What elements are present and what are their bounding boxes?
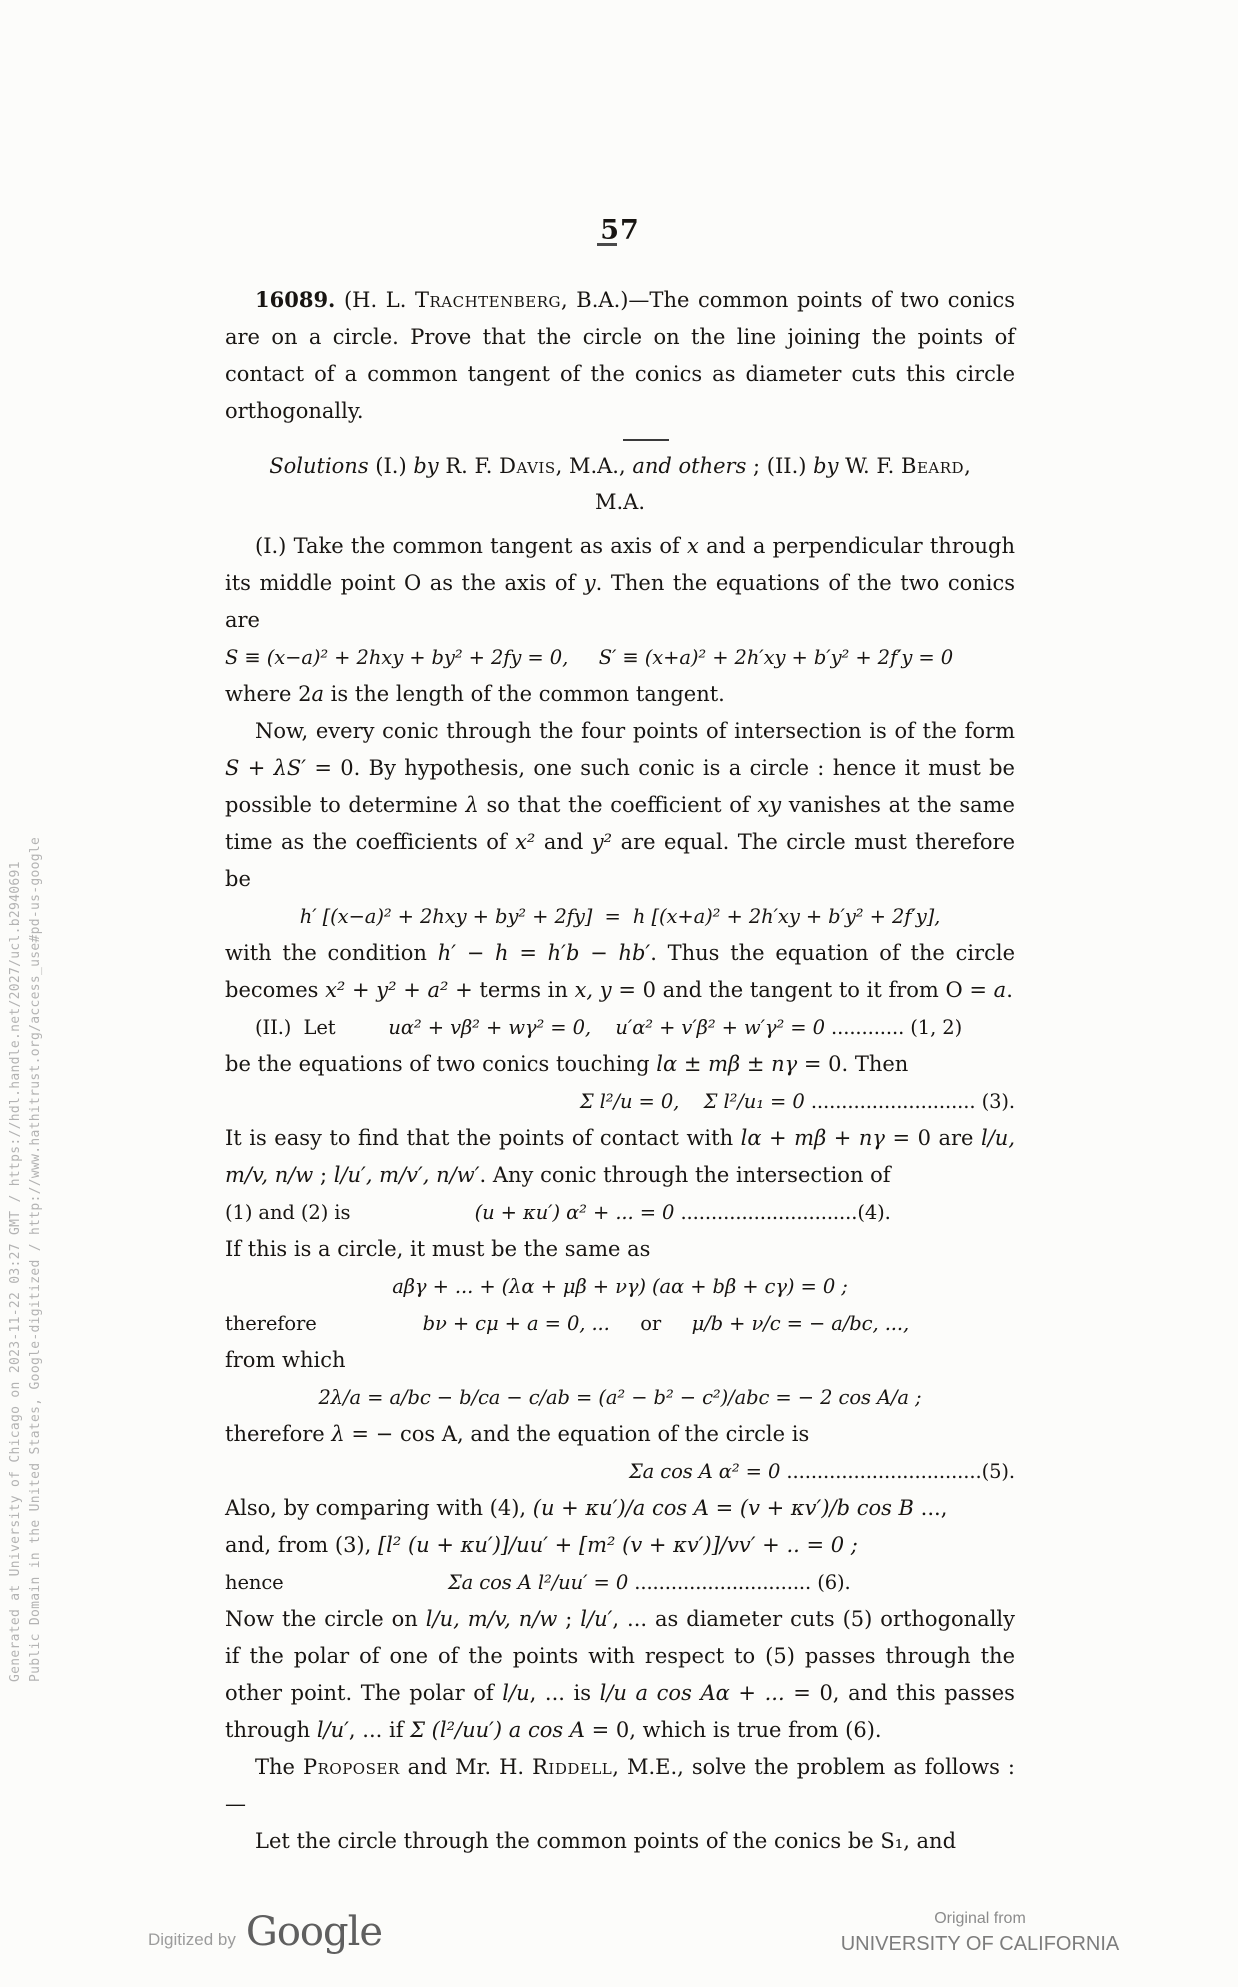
text-para: The Proposer and Mr. H. Riddell, M.E., solve the problem as follows :—: [225, 1755, 1015, 1816]
text-para: Now the circle on l/u, m/v, n/w ; l/u′, ... as diameter cuts (5) orthogonally if the polar of one of the points with respect to (5) passes through the other point. The polar of l/u, ... is l/u a cos Aα + ... = 0, and this passes through l/u′, ... if Σ (l²/uu′) a cos A = 0, which is true from (6).: [225, 1607, 1015, 1742]
equation-body: Σa cos A l²/uu′ = 0 ............................. (6).: [447, 1571, 851, 1594]
equation-3: Σ l²/u = 0, Σ l²/u₁ = 0 ........................... (3).: [579, 1090, 1015, 1113]
footer-digitized: [148, 1909, 383, 1955]
equation-label: hence: [225, 1571, 284, 1594]
google-logo: Google: [245, 1909, 383, 1955]
section-rule: [623, 439, 669, 441]
footer-provenance: [790, 1910, 1170, 1956]
digitized-by-label: Digitized by: [148, 1930, 236, 1949]
sidebar-watermark-line-2: Public Domain in the United States, Google-digitized / http://www.hathitrust.org/access_use#pd-us-google: [28, 836, 43, 1682]
sidebar-watermark-line-1: Generated at University of Chicago on 2023-11-22 03:27 GMT / https://hdl.handle.net/2027/ucl.b2940691: [8, 861, 23, 1682]
equation-conics: S ≡ (x−a)² + 2hxy + by² + 2fy = 0, S′ ≡ (x+a)² + 2h′xy + b′y² + 2f′y = 0: [225, 646, 954, 669]
equation-body: (u + κu′) α² + ... = 0 .............................(4).: [474, 1201, 891, 1224]
equation-4: [225, 1194, 1015, 1231]
equation-label: (1) and (2) is: [225, 1201, 351, 1224]
text-para: (I.) Take the common tangent as axis of x and a perpendicular through its middle point O as the axis of y. Then the equations of the two conics are: [225, 534, 1016, 632]
text-para: be the equations of two conics touching lα ± mβ ± nγ = 0. Then: [225, 1052, 909, 1076]
text-para: from which: [225, 1348, 346, 1372]
equation-1-2: [225, 1009, 1015, 1046]
equation-therefore: [225, 1305, 1015, 1342]
page-number: 57: [600, 215, 640, 246]
text-para: and, from (3), [l² (u + κu′)]/uu′ + [m² (v + κv′)]/vv′ + .. = 0 ;: [225, 1533, 858, 1557]
equation-label: (II.) Let: [255, 1016, 336, 1039]
text-para: It is easy to find that the points of contact with lα + mβ + nγ = 0 are l/u, m/v, n/w ; l/u′, m/v′, n/w′. Any conic through the intersection of: [225, 1126, 1015, 1187]
equation-body: bν + cμ + a = 0, ... or μ/b + ν/c = − a/bc, ...,: [422, 1312, 910, 1335]
equation-lambda: 2λ/a = a/bc − b/ca − c/ab = (a² − b² − c²)/abc = − 2 cos A/a ;: [318, 1386, 922, 1409]
solutions-heading: Solutions (I.) by R. F. Davis, M.A., and others ; (II.) by W. F. Beard,: [269, 454, 971, 478]
text-para: Now, every conic through the four points of intersection is of the form S + λS′ = 0. By hypothesis, one such conic is a circle : hence it must be possible to determine λ so that the coefficient of xy vanishes at the same time as the coefficients of x² and y² are equal. The circle must therefore be: [225, 719, 1016, 891]
text-para: If this is a circle, it must be the same as: [225, 1237, 651, 1261]
page-content: [225, 212, 1015, 1860]
equation-5: Σa cos A α² = 0 ................................(5).: [628, 1460, 1015, 1483]
text-para: therefore λ = − cos A, and the equation of the circle is: [225, 1422, 810, 1446]
text-para: Let the circle through the common points of the conics be S₁, and: [255, 1829, 957, 1853]
text-para: with the condition h′ − h = h′b − hb′. Thus the equation of the circle becomes x² + y² + a² + terms in x, y = 0 and the tangent to it from O = a.: [225, 941, 1016, 1002]
text-para: Also, by comparing with (4), (u + κu′)/a cos A = (v + κv′)/b cos B ...,: [225, 1496, 948, 1520]
solutions-heading-line2: M.A.: [594, 490, 646, 514]
equation-same-as: aβγ + ... + (λα + μβ + νγ) (aα + bβ + cγ) = 0 ;: [392, 1275, 848, 1298]
problem-statement: 16089. (H. L. Trachtenberg, B.A.)—The common points of two conics are on a circle. Prove that the circle on the line joining the points of contact of a common tangent of the conics as diameter cuts this circle orthogonally.: [225, 287, 1015, 423]
equation-circle-condition: h′ [(x−a)² + 2hxy + by² + 2fy] = h [(x+a)² + 2h′xy + b′y² + 2f′y],: [299, 905, 941, 928]
equation-6: [225, 1564, 1015, 1601]
original-from-label: Original from: [934, 1910, 1026, 1927]
institution-label: UNIVERSITY OF CALIFORNIA: [840, 1933, 1120, 1955]
equation-label: therefore: [225, 1312, 317, 1335]
text-para: where 2a is the length of the common tangent.: [225, 682, 725, 706]
equation-body: uα² + vβ² + wγ² = 0, u′α² + v′β² + w′γ² = 0 ............ (1, 2): [388, 1016, 963, 1039]
